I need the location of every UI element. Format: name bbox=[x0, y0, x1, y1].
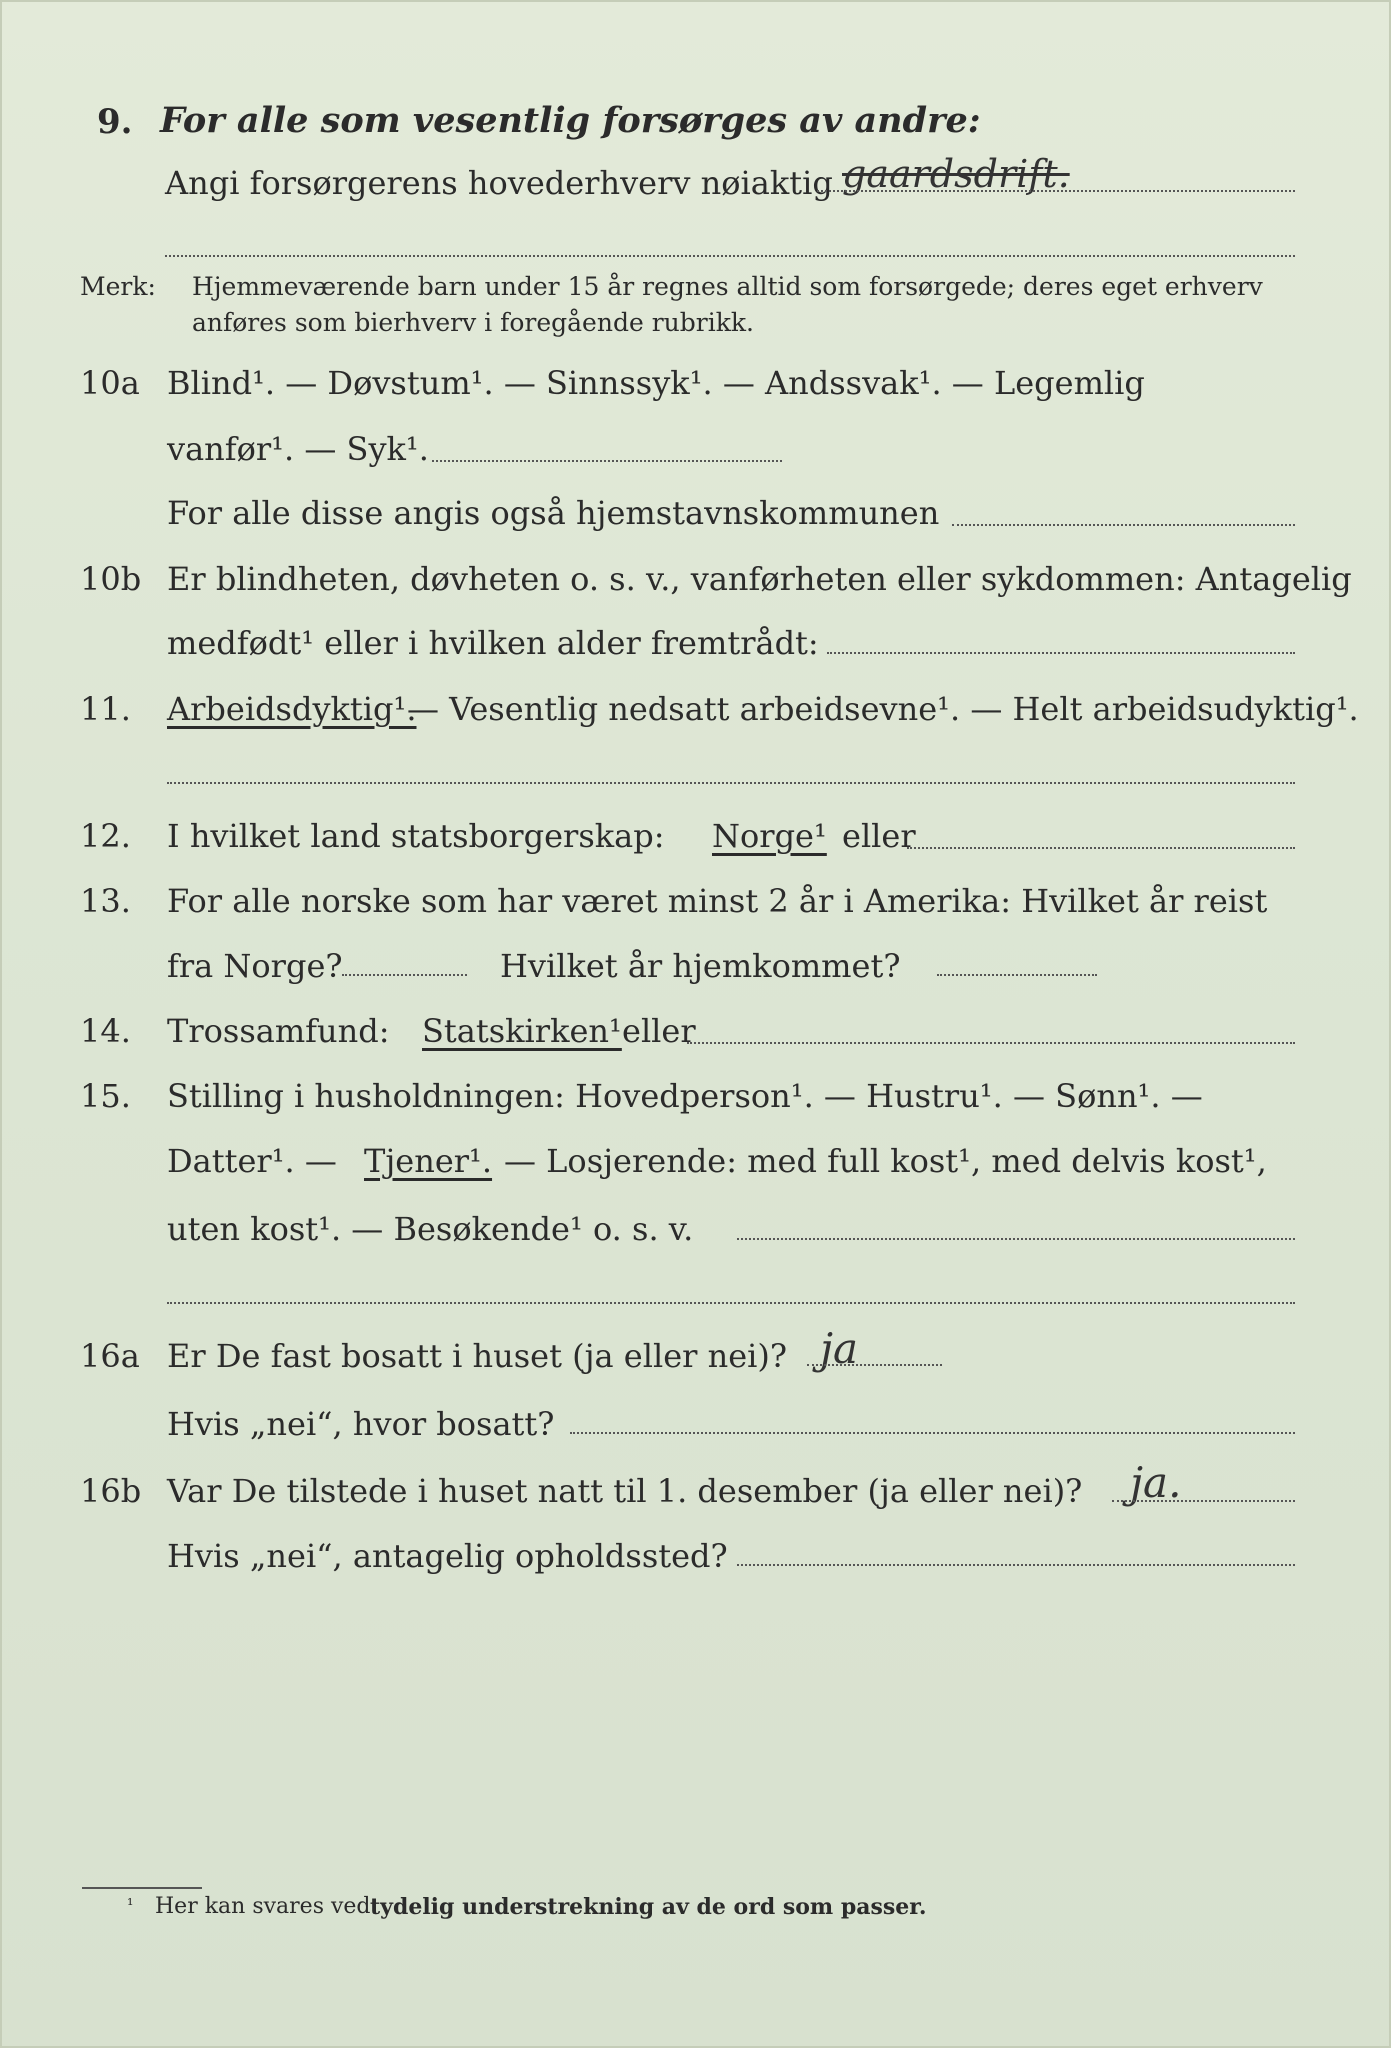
q15-datter: Datter¹. — bbox=[167, 1142, 337, 1180]
q10a-line-3: For alle disse angis også hjemstavnskommunen bbox=[167, 494, 940, 532]
q16a-number: 16a bbox=[80, 1337, 140, 1375]
footnote-bold: tydelig understrekning av de ord som passer. bbox=[370, 1894, 927, 1920]
q16b-opholdssted-line bbox=[737, 1564, 1295, 1566]
q14-other-line bbox=[687, 1042, 1295, 1044]
q15-tjener: Tjener¹. bbox=[364, 1142, 493, 1180]
q10b-line-2: medfødt¹ eller i hvilken alder fremtrådt: bbox=[167, 624, 819, 662]
q9-prompt: Angi forsørgerens hovederhverv nøiaktig bbox=[165, 164, 833, 202]
q9-answer-line bbox=[817, 190, 1295, 192]
q13-reist-line bbox=[342, 974, 467, 976]
q16a-answer: ja bbox=[820, 1324, 859, 1373]
footnote-mark: ¹ bbox=[127, 1895, 134, 1914]
q14-number: 14. bbox=[80, 1012, 131, 1050]
q12-tail: eller bbox=[842, 817, 916, 855]
q16b-number: 16b bbox=[80, 1472, 142, 1510]
q10a-number: 10a bbox=[80, 364, 140, 402]
q15-line-3: uten kost¹. — Besøkende¹ o. s. v. bbox=[167, 1210, 694, 1248]
q13-line-1: For alle norske som har været minst 2 år i Amerika: Hvilket år reist bbox=[167, 882, 1268, 920]
q10a-line-2: vanfør¹. — Syk¹. bbox=[167, 430, 429, 468]
merk-line-2: anføres som bierhverv i foregående rubrikk. bbox=[192, 308, 754, 337]
q14-statskirken: Statskirken¹ bbox=[422, 1012, 622, 1050]
q15-extra-line bbox=[167, 1302, 1295, 1304]
footnote-rule bbox=[82, 1887, 202, 1889]
q14-text: Trossamfund: bbox=[167, 1012, 390, 1050]
q16b-answer: ja. bbox=[1130, 1458, 1182, 1507]
q9-number: 9. bbox=[97, 102, 133, 142]
q15-number: 15. bbox=[80, 1077, 131, 1115]
q10b-line-1: Er blindheten, døvheten o. s. v., vanførheten eller sykdommen: Antagelig bbox=[167, 560, 1352, 598]
q10a-line-1: Blind¹. — Døvstum¹. — Sinnssyk¹. — Andssvak¹. — Legemlig bbox=[167, 364, 1145, 402]
q10a-syk-line bbox=[432, 460, 782, 462]
q12-other-line bbox=[907, 847, 1295, 849]
q9-title: For alle som vesentlig forsørges av andre: bbox=[160, 100, 981, 141]
q13-reist: fra Norge? bbox=[167, 947, 343, 985]
q11-number: 11. bbox=[80, 690, 131, 728]
q9-extra-line bbox=[165, 255, 1295, 257]
merk-line-1: Hjemmeværende barn under 15 år regnes alltid som forsørgede; deres eget erhverv bbox=[192, 272, 1263, 301]
q12-norge: Norge¹ bbox=[712, 817, 827, 855]
footnote-plain: Her kan svares ved bbox=[155, 1894, 371, 1919]
q13-hjemkommet-line bbox=[937, 974, 1097, 976]
q9-answer: gaardsdrift. bbox=[842, 152, 1070, 196]
q16b-followup: Hvis „nei“, antagelig opholdssted? bbox=[167, 1537, 728, 1575]
q14-tail: eller bbox=[622, 1012, 696, 1050]
q16a-question: Er De fast bosatt i huset (ja eller nei)? bbox=[167, 1337, 788, 1375]
q16b-answer-line bbox=[1112, 1500, 1295, 1502]
q12-number: 12. bbox=[80, 817, 131, 855]
q16a-answer-line bbox=[807, 1364, 942, 1366]
q15-other-line bbox=[737, 1238, 1295, 1240]
q10b-number: 10b bbox=[80, 560, 142, 598]
q15-line-2: — Losjerende: med full kost¹, med delvis kost¹, bbox=[504, 1142, 1267, 1180]
q13-number: 13. bbox=[80, 882, 131, 920]
q16a-followup: Hvis „nei“, hvor bosatt? bbox=[167, 1405, 555, 1443]
q12-text: I hvilket land statsborgerskap: bbox=[167, 817, 665, 855]
q13-hjemkommet: Hvilket år hjemkommet? bbox=[500, 947, 901, 985]
q16a-bosatt-line bbox=[570, 1432, 1295, 1434]
q15-line-1: Stilling i husholdningen: Hovedperson¹. — Hustru¹. — Sønn¹. — bbox=[167, 1077, 1203, 1115]
merk-label: Merk: bbox=[80, 272, 156, 301]
q10b-age-line bbox=[827, 652, 1295, 654]
q11-extra-line bbox=[167, 782, 1295, 784]
q11-option-arbeidsdyktig: Arbeidsdyktig¹. bbox=[167, 690, 417, 728]
q11-rest: — Vesentlig nedsatt arbeidsevne¹. — Helt arbeidsudyktig¹. bbox=[407, 690, 1359, 728]
q10a-kommune-line bbox=[952, 524, 1295, 526]
q16b-question: Var De tilstede i huset natt til 1. desember (ja eller nei)? bbox=[167, 1472, 1083, 1510]
